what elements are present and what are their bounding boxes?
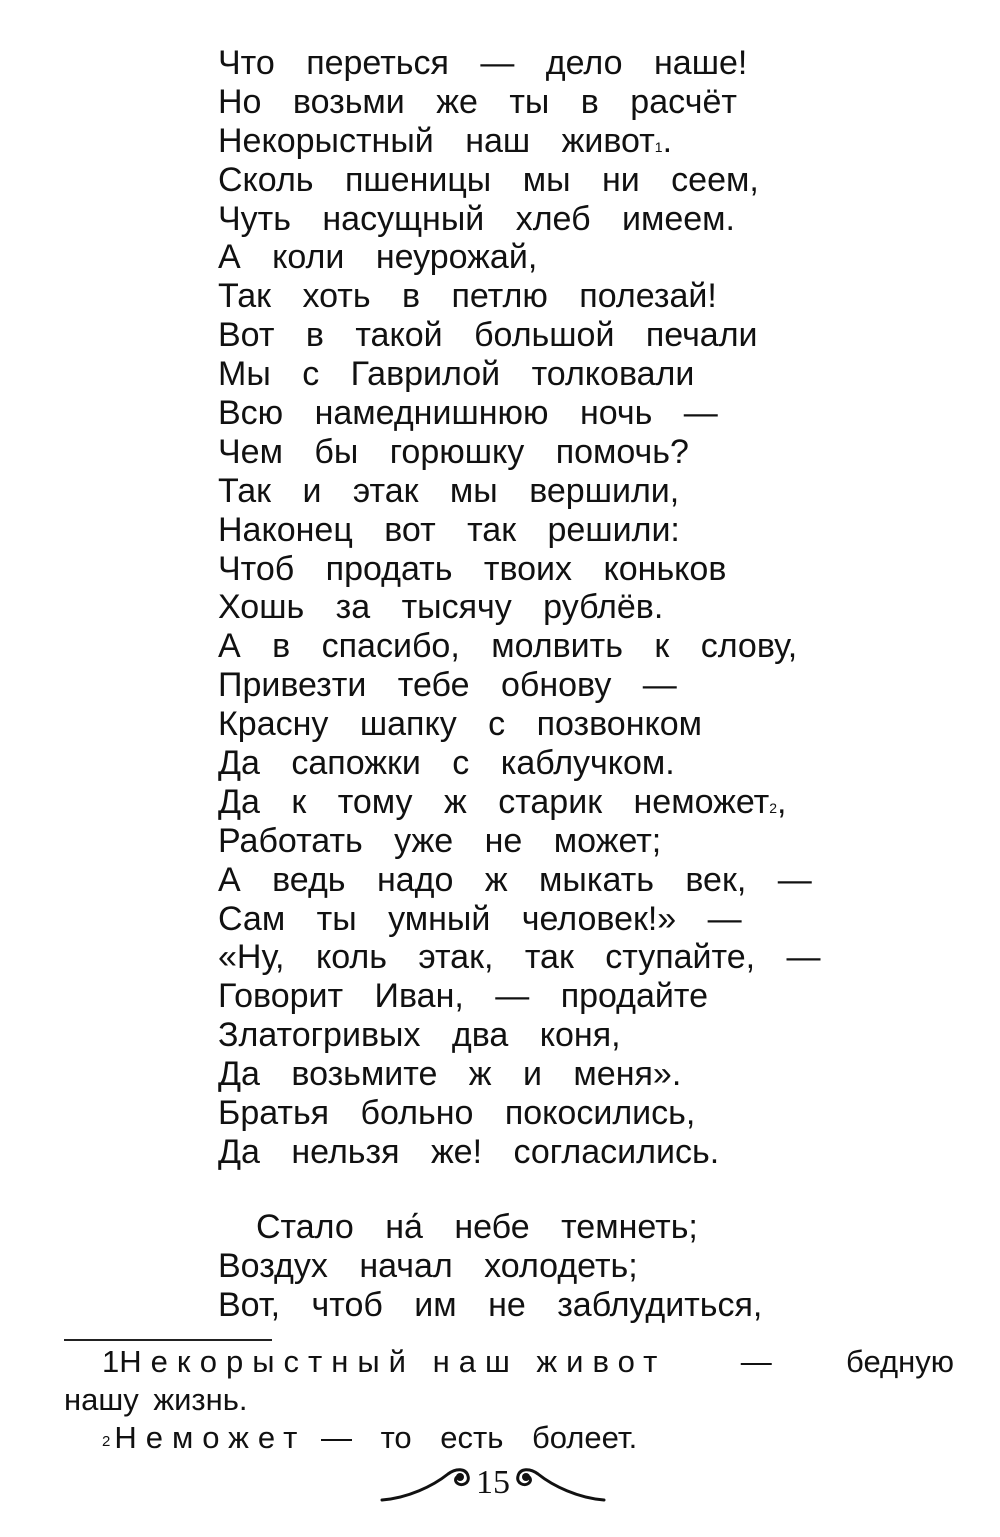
footnotes [64,1343,954,1457]
poem-line: Воздух начал холодеть; [218,1246,638,1285]
poem-line: «Ну, коль этак, так ступайте, — [218,938,821,977]
poem-line: Чем бы горюшку помочь? [218,432,689,471]
footnote-1-mark: 1 [102,1344,120,1379]
poem-line: Братья больно покосились, [218,1094,696,1133]
footnote-1-definition: бедную [846,1344,954,1379]
poem-line-text: Некорыстный наш живот [218,121,655,160]
poem-line: А коли неурожай, [218,238,538,277]
poem-line: Наконец вот так решили: [218,510,680,549]
footnote-1 [64,1343,954,1381]
poem-line [218,783,918,822]
stanza-break [218,1172,918,1208]
page-number: 15 [476,1464,510,1501]
poem-line: Вот, чтоб им не заблудиться, [218,1285,763,1324]
poem-line: Сколь пшеницы мы ни сеем, [218,160,759,199]
poem-line-punct: , [777,782,787,821]
footnote-marker: 2 [769,799,777,816]
footnote-1-lead [102,1343,666,1381]
poem-line: Мы с Гаврилой толковали [218,355,695,394]
poem-line: Что переться — дело наше! [218,44,748,82]
footnote-2 [64,1419,934,1457]
poem-line: Да возьмите ж и меня». [218,1055,682,1094]
poem-line: Привезти тебе обнову — [218,666,677,705]
poem-line: Работать уже не может; [218,821,662,860]
poem-line: Чтоб продать твоих коньков [218,549,727,588]
footnote-2-mark: 2 [102,1433,111,1450]
poem-line: Но возьми же ты в расчёт [218,82,737,121]
footnote-divider [64,1339,272,1341]
poem-line: Красну шапку с позвонком [218,705,703,744]
page-number-ornament [378,1456,628,1516]
poem-line-text: Да к тому ж старик неможет [218,782,770,821]
footnote-1-dash: — [740,1344,772,1379]
poem-line: Хошь за тысячу рублёв. [218,588,664,627]
poem-line: Да нельзя же! согласились. [218,1132,720,1171]
footnote-marker: 1 [654,138,663,155]
poem-line: Так хоть в петлю полезай! [218,277,717,316]
poem-line: Сам ты умный человек!» — [218,899,742,938]
footnote-1-continuation: нашу жизнь. [64,1382,248,1417]
poem-line: Всю намеднишнюю ночь — [218,394,718,433]
poem-line: Да сапожки с каблучком. [218,744,675,783]
poem-text [218,44,918,1325]
footnote-2-definition: — то есть болеет. [320,1420,638,1455]
poem-line-punct: . [662,121,673,160]
poem-line: Златогривых два коня, [218,1016,621,1055]
poem-line: Так и этак мы вершили, [218,471,680,510]
poem-line: А ведь надо ж мыкать век, — [218,860,812,899]
footnote-2-term: Неможет [114,1420,307,1455]
poem-line: Стало на́ небе темнеть; [256,1207,698,1246]
footnote-1-term: Некорыстный наш живот [119,1344,667,1379]
poem-line [218,122,918,161]
poem-line: А в спасибо, молвить к слову, [218,627,798,666]
poem-line: Чуть насущный хлеб имеем. [218,199,735,238]
poem-line: Вот в такой большой печали [218,316,758,355]
poem-line: Говорит Иван, — продайте [218,977,709,1016]
